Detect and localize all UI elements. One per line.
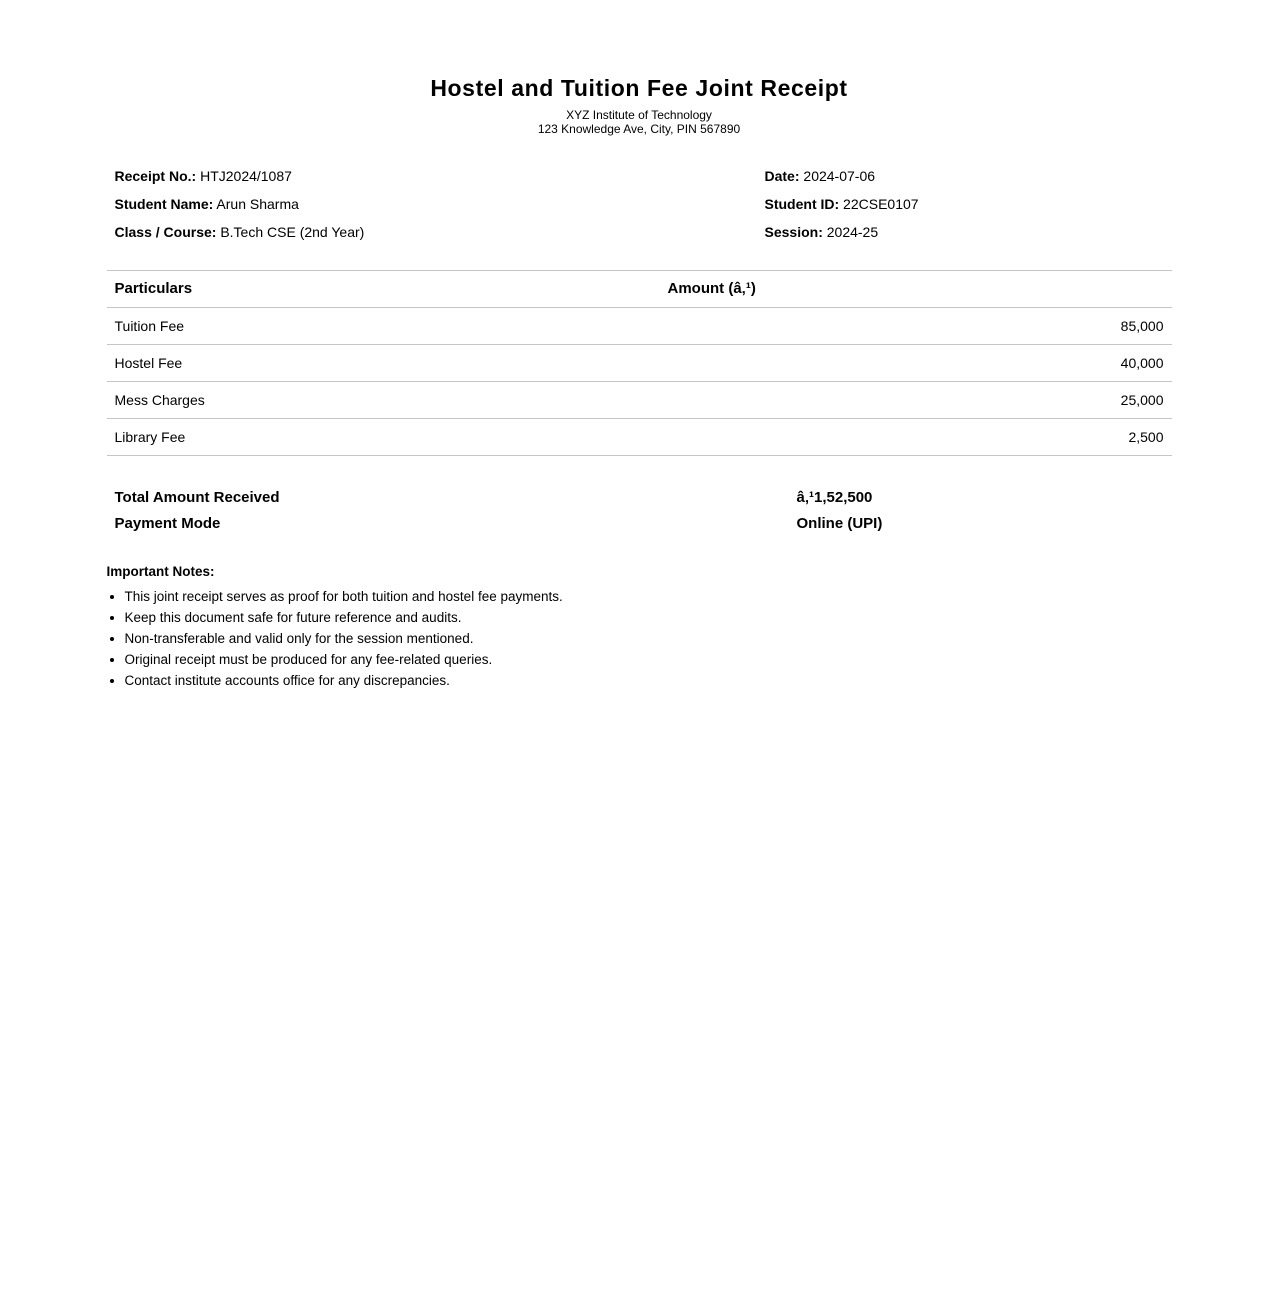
notes-list: [107, 586, 1172, 691]
page-title: Hostel and Tuition Fee Joint Receipt: [430, 75, 848, 101]
student-id-label: Student ID:: [764, 196, 840, 212]
table-row: [107, 345, 1172, 382]
info-row-class-course: [115, 218, 765, 246]
total-amount-row: [115, 485, 1172, 511]
notes-heading: Important Notes:: [106, 564, 215, 579]
date-label: Date:: [764, 168, 800, 184]
table-row: [107, 382, 1172, 419]
info-column-left: [107, 162, 765, 246]
fee-table-header-row: [107, 271, 1172, 308]
list-item: • Contact institute accounts office for any discrepancies.: [125, 670, 1172, 691]
receipt-info: [107, 162, 1172, 246]
info-row-receipt-no: [115, 162, 765, 190]
fee-particular: Mess Charges: [107, 382, 660, 419]
student-id-value: 22CSE0107: [843, 196, 919, 212]
institute-address: 123 Knowledge Ave, City, PIN 567890: [537, 122, 741, 136]
info-row-date: [765, 162, 1172, 190]
fee-amount: 40,000: [660, 345, 1172, 382]
summary-section: [107, 485, 1172, 537]
fee-table: [107, 270, 1172, 456]
list-item: • Original receipt must be produced for any fee-related queries.: [125, 649, 1172, 670]
receipt-document: [107, 0, 1172, 691]
list-item: • Keep this document safe for future reference and audits.: [125, 607, 1172, 628]
info-row-student-id: [765, 190, 1172, 218]
fee-amount: 2,500: [660, 419, 1172, 456]
fee-table-header-particulars: Particulars: [107, 271, 660, 308]
fee-particular: Tuition Fee: [107, 308, 660, 345]
fee-particular: Hostel Fee: [107, 345, 660, 382]
student-name-value: Arun Sharma: [216, 196, 299, 212]
total-amount-value: â‚¹1,52,500: [796, 489, 873, 506]
payment-mode-row: [115, 511, 1172, 537]
receipt-no-value: HTJ2024/1087: [200, 168, 292, 184]
class-course-value: B.Tech CSE (2nd Year): [220, 224, 365, 240]
institute-name: XYZ Institute of Technology: [566, 108, 712, 122]
session-value: 2024-25: [826, 224, 879, 240]
table-row: [107, 419, 1172, 456]
info-row-session: [765, 218, 1172, 246]
payment-mode-label: Payment Mode: [114, 515, 221, 532]
fee-table-header-amount: Amount (â‚¹): [660, 271, 1172, 308]
fee-amount: 25,000: [660, 382, 1172, 419]
date-value: 2024-07-06: [803, 168, 876, 184]
institute-block: [107, 108, 1172, 136]
session-label: Session:: [764, 224, 823, 240]
table-row: [107, 308, 1172, 345]
student-name-label: Student Name:: [114, 196, 214, 212]
fee-amount: 85,000: [660, 308, 1172, 345]
payment-mode-value: Online (UPI): [796, 515, 883, 532]
info-column-right: [765, 162, 1172, 246]
fee-particular: Library Fee: [107, 419, 660, 456]
list-item: • Non-transferable and valid only for the session mentioned.: [125, 628, 1172, 649]
receipt-no-label: Receipt No.:: [114, 168, 197, 184]
info-row-student-name: [115, 190, 765, 218]
total-amount-label: Total Amount Received: [114, 489, 280, 506]
list-item: • This joint receipt serves as proof for both tuition and hostel fee payments.: [125, 586, 1172, 607]
notes-section: [107, 561, 1172, 691]
class-course-label: Class / Course:: [114, 224, 217, 240]
